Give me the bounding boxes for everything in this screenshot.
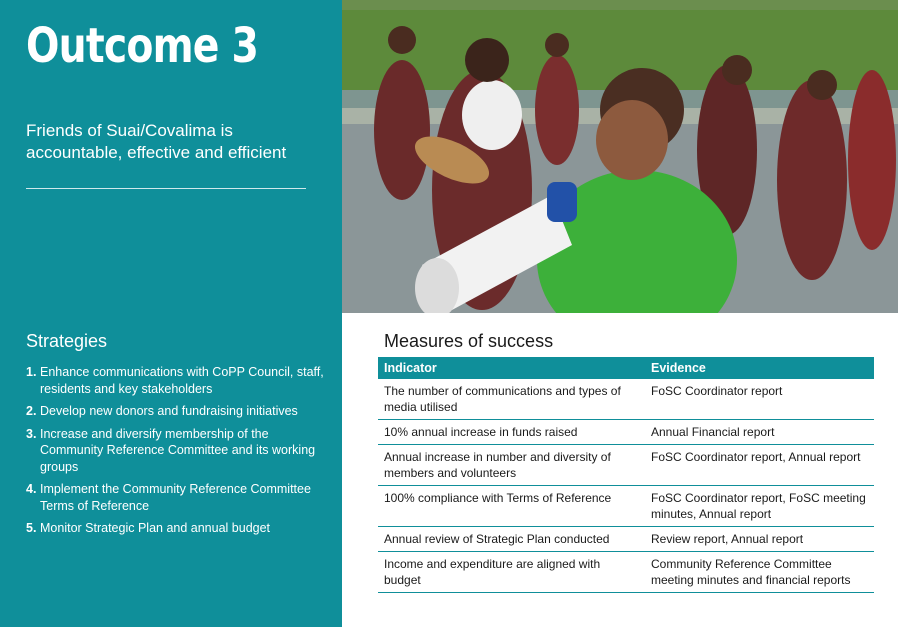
indicator-cell: The number of communications and types of media utilised (378, 379, 645, 420)
strategy-item (26, 426, 326, 476)
strategies-list (26, 364, 326, 543)
table-row (378, 552, 874, 593)
table-row (378, 420, 874, 445)
strategy-text: Implement the Community Reference Committee Terms of Reference (40, 482, 311, 513)
table-header-row (378, 357, 874, 379)
indicator-cell: Annual increase in number and diversity of members and volunteers (378, 445, 645, 486)
outcome-subtitle: Friends of Suai/Covalima is accountable, effective and efficient (26, 121, 287, 162)
header-indicator: Indicator (378, 357, 645, 379)
table-row (378, 486, 874, 527)
divider (26, 188, 306, 189)
strategy-text: Increase and diversify membership of the Community Reference Committee and its working groups (40, 426, 316, 474)
strategy-number: 1. (26, 365, 37, 379)
strategy-item (26, 481, 326, 514)
evidence-cell: Review report, Annual report (645, 527, 874, 552)
evidence-cell: Community Reference Committee meeting minutes and financial reports (645, 552, 874, 593)
table-row (378, 527, 874, 552)
indicator-cell: Income and expenditure are aligned with budget (378, 552, 645, 593)
strategy-number: 2. (26, 404, 37, 418)
table-row (378, 445, 874, 486)
measures-heading: Measures of success (384, 331, 554, 351)
strategy-text: Monitor Strategic Plan and annual budget (40, 521, 271, 535)
indicator-cell: Annual review of Strategic Plan conducted (378, 527, 645, 552)
measures-table (378, 357, 874, 593)
photo-illustration (342, 0, 898, 313)
indicator-cell: 10% annual increase in funds raised (378, 420, 645, 445)
evidence-cell: FoSC Coordinator report, FoSC meeting minutes, Annual report (645, 486, 874, 527)
indicator-cell: 100% compliance with Terms of Reference (378, 486, 645, 527)
evidence-cell: FoSC Coordinator report, Annual report (645, 445, 874, 486)
evidence-cell: Annual Financial report (645, 420, 874, 445)
outcome-panel (0, 0, 342, 627)
outcome-title: Outcome 3 (26, 18, 259, 74)
strategy-item (26, 403, 326, 420)
strategy-item (26, 520, 326, 537)
strategy-number: 3. (26, 426, 37, 441)
photo-community-march (342, 0, 898, 313)
strategy-number: 5. (26, 521, 37, 535)
table-row (378, 379, 874, 420)
strategies-heading: Strategies (26, 331, 108, 351)
header-evidence: Evidence (645, 357, 874, 379)
strategy-number: 4. (26, 482, 37, 496)
evidence-cell: FoSC Coordinator report (645, 379, 874, 420)
strategy-item (26, 364, 326, 397)
strategy-text: Develop new donors and fundraising initiatives (40, 404, 298, 418)
strategy-text: Enhance communications with CoPP Council, staff, residents and key stakeholders (40, 365, 324, 396)
